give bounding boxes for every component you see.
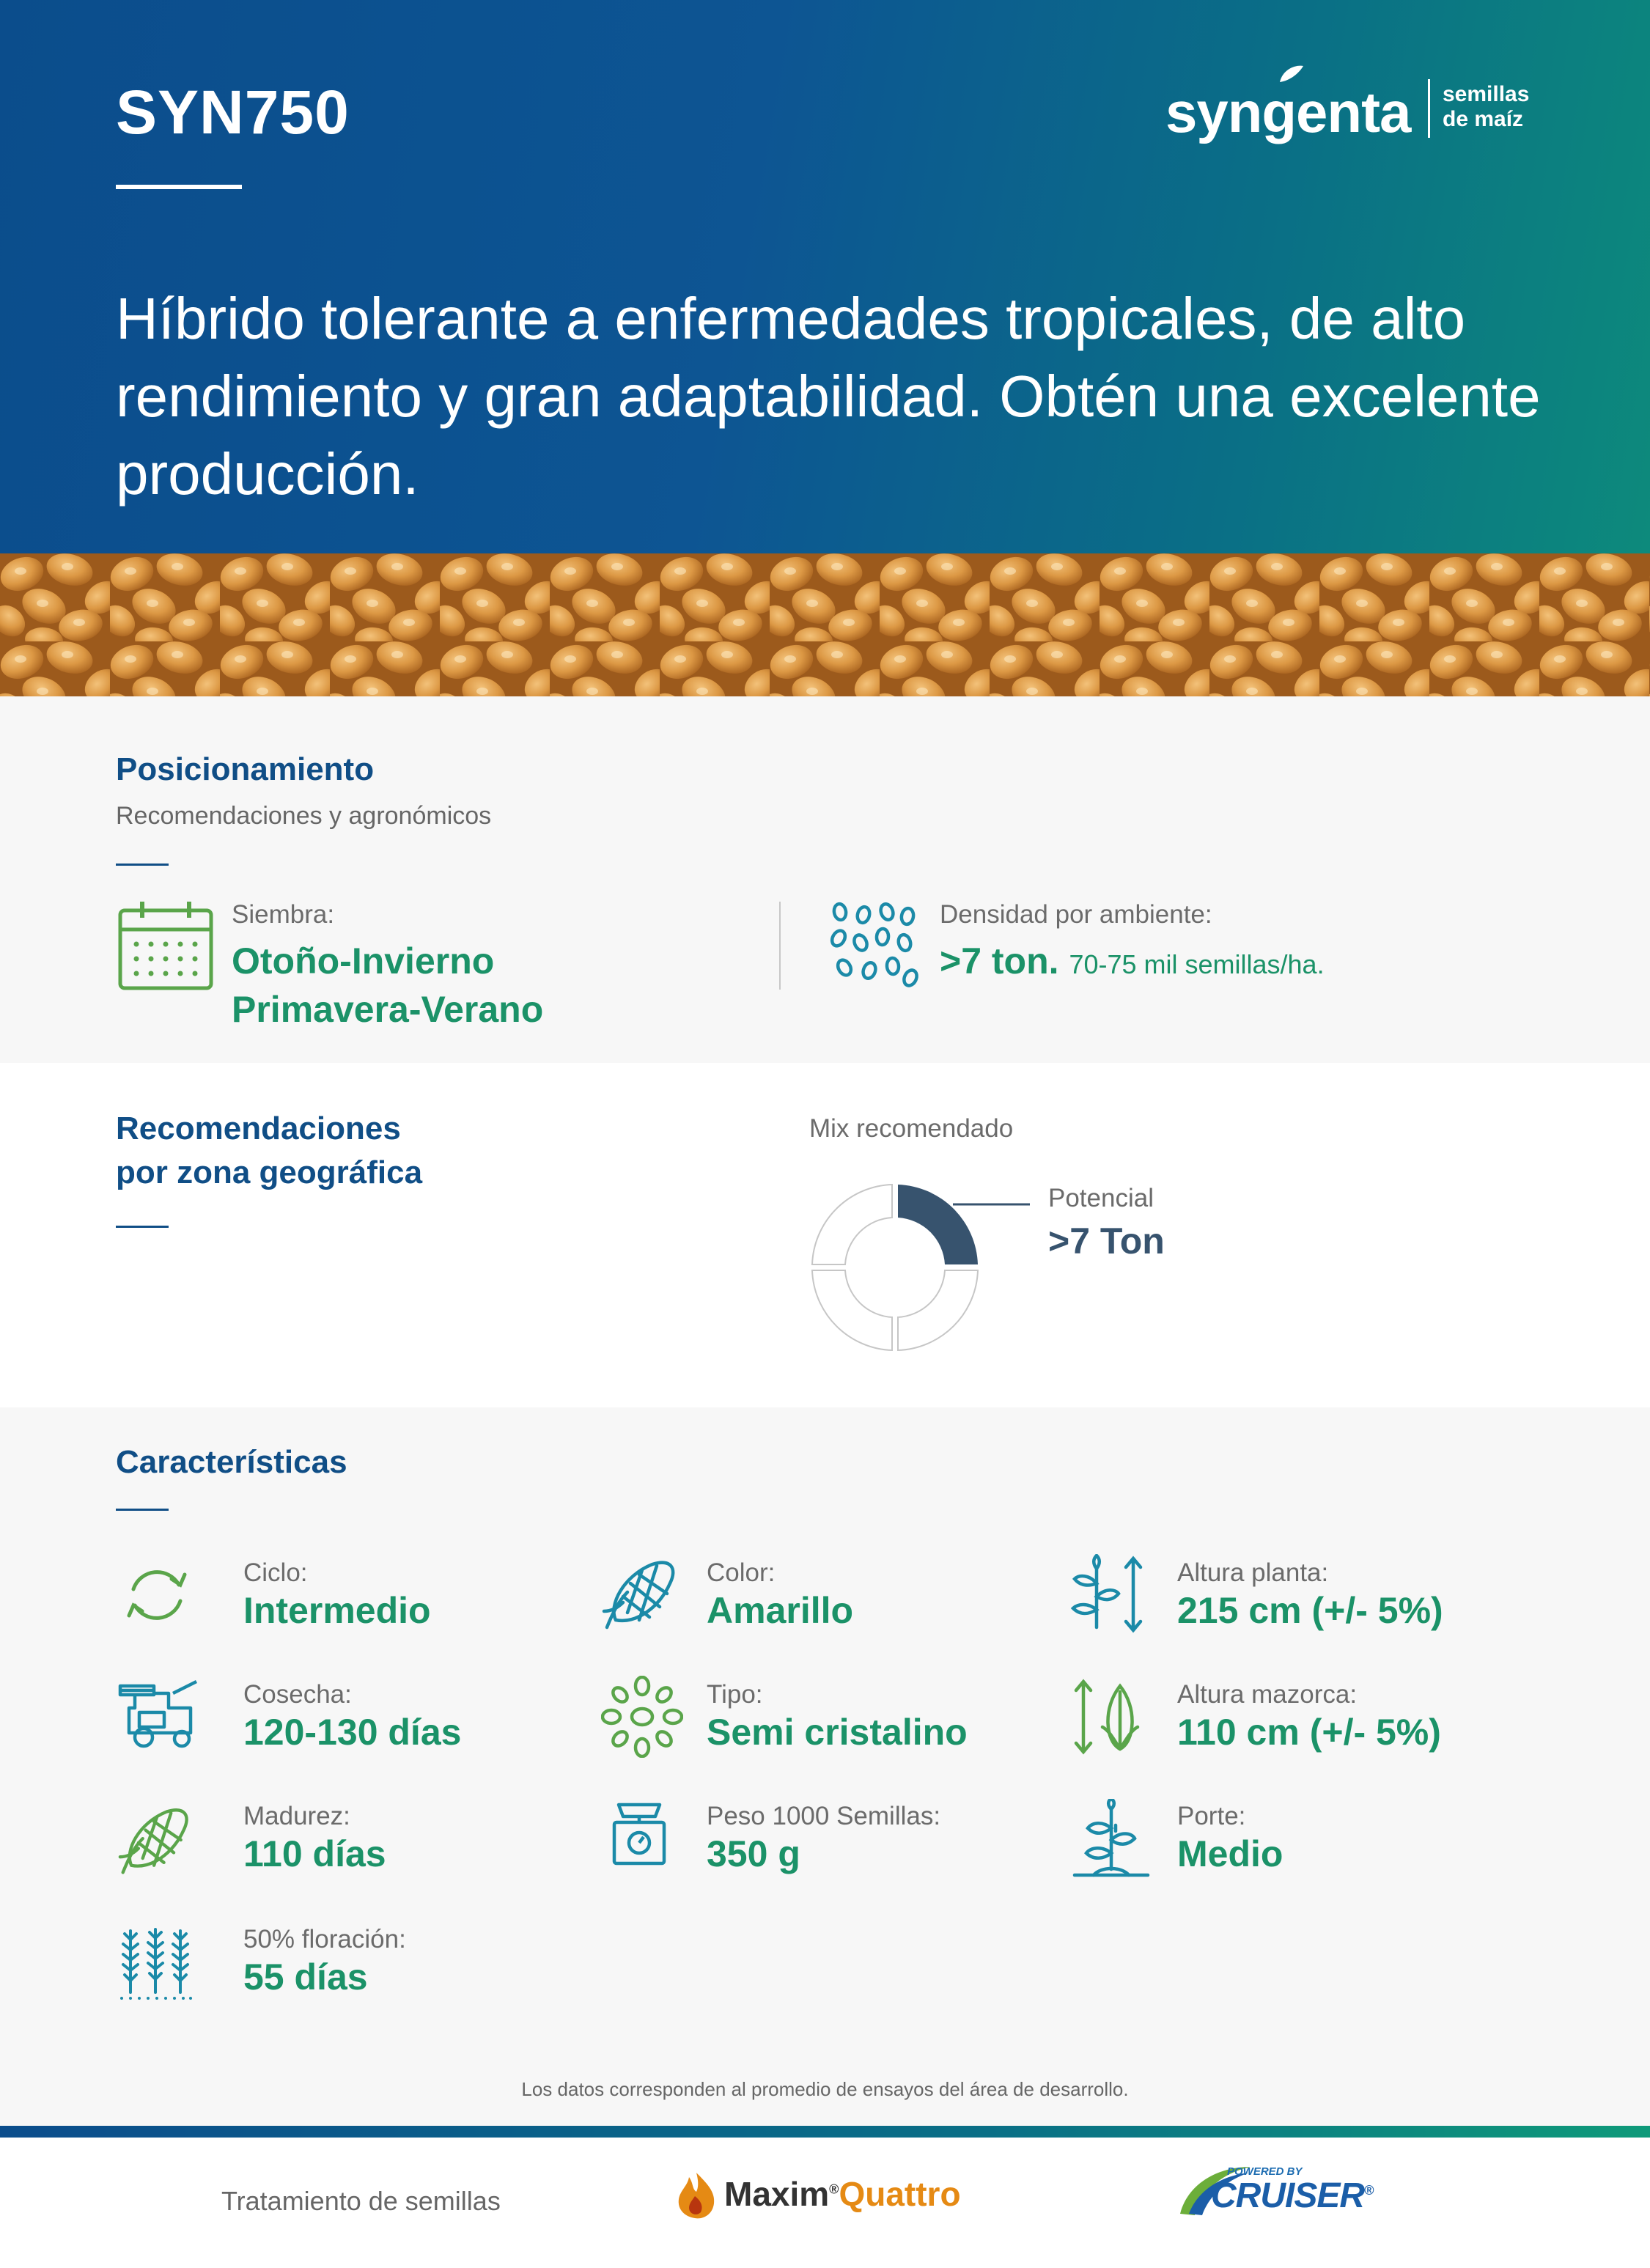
cruiser-name: CRUISER [1211, 2176, 1365, 2215]
product-name: SYN750 [116, 78, 350, 147]
char-value-type: Semi cristalino [707, 1712, 968, 1753]
corn-kernels-texture [0, 553, 1650, 696]
maxim-name: Maxim [724, 2175, 830, 2213]
char-value-cycle: Intermedio [243, 1590, 431, 1631]
characteristics-divider [116, 1509, 169, 1511]
header-divider [116, 185, 242, 189]
cruiser-registered: ® [1364, 2183, 1374, 2198]
donut-segment [898, 1270, 978, 1350]
corn-kernels-image [0, 553, 1650, 696]
characteristics-section [0, 1407, 1650, 2126]
cycle-icon [120, 1558, 194, 1632]
brand-name: syngenta [1165, 80, 1411, 144]
char-value-porte: Medio [1177, 1833, 1283, 1874]
cruiser-logo [1173, 2162, 1378, 2221]
characteristics-title: Características [116, 1444, 347, 1480]
maxim-suffix: Quattro [839, 2175, 961, 2213]
density-tons: >7 ton. [940, 940, 1059, 982]
corn-cob-icon [601, 1554, 682, 1635]
char-label-cycle: Ciclo: [243, 1558, 308, 1587]
char-label-plant-height: Altura planta: [1177, 1558, 1329, 1587]
zones-title [116, 1107, 422, 1195]
donut-segment [812, 1185, 892, 1264]
cruiser-tagline: POWERED BY [1227, 2165, 1303, 2178]
sowing-value-2: Primavera-Verano [232, 989, 544, 1030]
maxim-registered: ® [829, 2182, 839, 2197]
headline: Híbrido tolerante a enfermedades tropicales, de alto rendimiento y gran adaptabilidad. Obtén una excelente producción. [116, 286, 1541, 507]
char-value-color: Amarillo [707, 1590, 854, 1631]
donut-segment [812, 1270, 892, 1350]
density-label: Densidad por ambiente: [940, 900, 1212, 929]
plant-height-icon [1067, 1554, 1148, 1635]
kernel-type-icon [601, 1676, 683, 1758]
positioning-column-divider [779, 902, 781, 990]
char-label-harvest: Cosecha: [243, 1680, 352, 1709]
leaf-icon [1277, 63, 1306, 85]
footer-gradient-bar [0, 2126, 1650, 2138]
char-label-seed-weight: Peso 1000 Semillas: [707, 1802, 941, 1830]
cruiser-wordmark [1211, 2176, 1373, 2216]
harvester-icon [117, 1679, 199, 1750]
positioning-divider [116, 864, 169, 866]
char-value-ear-height: 110 cm (+/- 5%) [1177, 1712, 1441, 1753]
plant-icon [1072, 1799, 1151, 1879]
char-label-ear-height: Altura mazorca: [1177, 1680, 1358, 1709]
header-banner [0, 0, 1650, 553]
ear-height-icon [1073, 1679, 1146, 1755]
zones-divider [116, 1226, 169, 1228]
char-value-maturity: 110 días [243, 1833, 386, 1874]
brand-divider [1428, 79, 1430, 138]
positioning-title: Posicionamiento [116, 751, 375, 787]
char-value-flowering: 55 días [243, 1956, 368, 1998]
sowing-value-1: Otoño-Invierno [232, 940, 495, 982]
sowing-label: Siembra: [232, 900, 335, 929]
density-value [940, 937, 1325, 989]
char-value-harvest: 120-130 días [243, 1712, 462, 1753]
footnote: Los datos corresponden al promedio de ensayos del área de desarrollo. [521, 2078, 1129, 2100]
brand-subtitle [1443, 82, 1529, 132]
zones-title-line2: por zona geográfica [116, 1155, 423, 1190]
zones-title-line1: Recomendaciones [116, 1111, 401, 1146]
calendar-icon [117, 900, 214, 991]
potential-label: Potencial [1048, 1184, 1154, 1212]
maturity-cob-icon [117, 1802, 195, 1879]
flowering-field-icon [117, 1925, 194, 2001]
char-label-color: Color: [707, 1558, 776, 1587]
brand-sub-line1: semillas [1443, 82, 1530, 106]
positioning-subtitle: Recomendaciones y agronómicos [116, 802, 492, 830]
char-label-porte: Porte: [1177, 1802, 1246, 1830]
donut-segment-highlight [898, 1185, 978, 1264]
scale-icon [611, 1800, 667, 1866]
brand-sub-line2: de maíz [1443, 107, 1524, 131]
seed-treatment-label: Tratamiento de semillas [221, 2186, 501, 2216]
maxim-wordmark [724, 2174, 961, 2214]
char-label-type: Tipo: [707, 1680, 763, 1709]
char-label-maturity: Madurez: [243, 1802, 350, 1830]
char-value-plant-height: 215 cm (+/- 5%) [1177, 1590, 1443, 1631]
char-label-flowering: 50% floración: [243, 1925, 406, 1954]
potential-value: >7 Ton [1048, 1220, 1165, 1262]
flame-icon [674, 2170, 718, 2221]
mix-label: Mix recomendado [809, 1114, 1014, 1143]
density-detail: 70-75 mil semillas/ha. [1069, 949, 1325, 979]
char-value-seed-weight: 350 g [707, 1833, 800, 1874]
seeds-icon [828, 902, 919, 991]
